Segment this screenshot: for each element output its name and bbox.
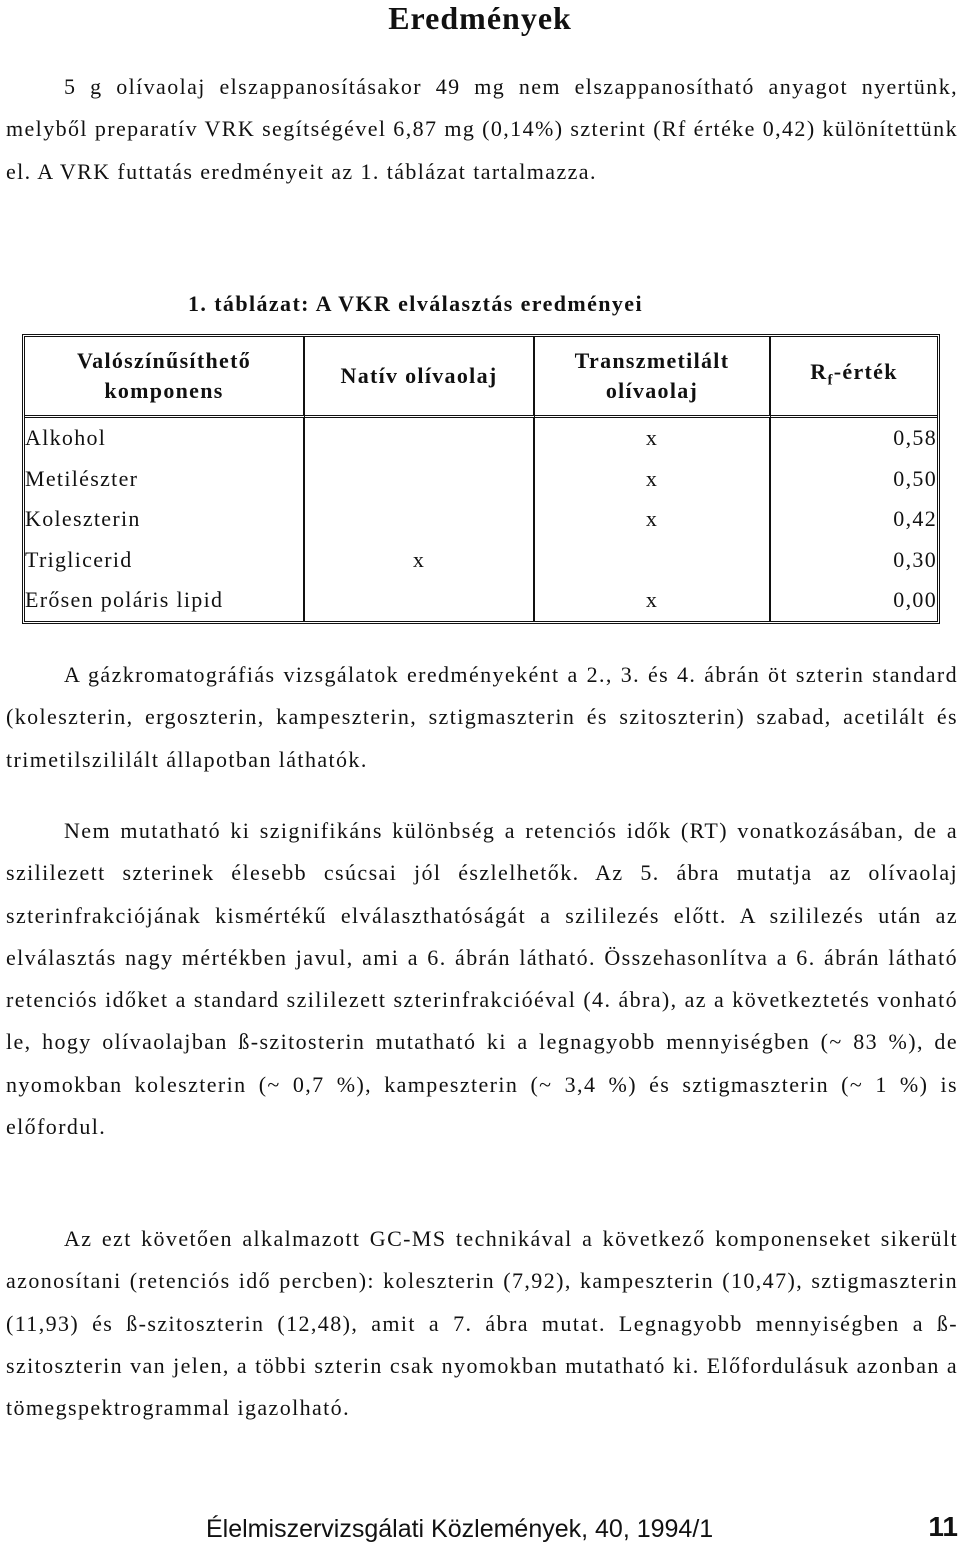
transmethylated-cell <box>535 540 771 581</box>
rf-cell: 0,30 <box>893 546 937 572</box>
native-cell <box>305 580 535 621</box>
header-native: Natív olívaolaj <box>305 337 535 418</box>
native-cell <box>305 499 535 540</box>
paragraph-4: Az ezt követően alkalmazott GC-MS technikával a következő komponenseket sikerült azonosítani (retenciós idő percben): koleszterin (7,92), kampeszterin (10,47), sztigmaszterin (11,93) és ß-szitoszterin (12,48), amit a 7. ábra mutat. Legnagyobb mennyiségben a ß-szitoszterin van jelen, a többi szterin csak nyomokban mutatható ki. Előfordulásuk azonban a tömegspektrogrammal igazolható. <box>6 1226 958 1421</box>
journal-footer: Élelmiszervizsgálati Közlemények, 40, 1994/1 <box>206 1515 714 1543</box>
paragraph-3: Nem mutatható ki szignifikáns különbség a retenciós idők (RT) vonatkozásában, de a szililezett szterinek élesebb csúcsai jól észlelhetők. Az 5. ábra mutatja az olívaolaj szterinfrakciójának kismértékű elválaszthatóságát a szililezés előtt. A szililezés után az elválasztás nagy mértékben javul, ami a 6. ábrán látható. Összehasonlítva a 6. ábrán látható retenciós időket a standard szililezett szterinfrakcióéval (4. ábra), az a következtetés vonható le, hogy olívaolajban ß-szitosterin mutatható ki a legnagyobb mennyiségben (~ 83 %), de nyomokban koleszterin (~ 0,7 %), kampeszterin (~ 3,4 %) és sztigmaszterin (~ 1 %) is előfordul. <box>6 818 958 1140</box>
transmethylated-cell: x <box>535 499 771 540</box>
header-transmethylated: Transzmetilált olívaolaj <box>535 337 771 418</box>
rf-cell: 0,00 <box>893 587 937 613</box>
results-table <box>22 334 940 624</box>
table-row <box>25 459 937 500</box>
table-row <box>25 540 937 581</box>
header-component: Valószínűsíthető komponens <box>25 337 305 418</box>
component-cell: Erősen poláris lipid <box>25 580 305 621</box>
page-number: 11 <box>928 1511 958 1542</box>
rf-cell: 0,42 <box>893 506 937 532</box>
table-row <box>25 499 937 540</box>
paragraph-2: A gázkromatográfiás vizsgálatok eredményeként a 2., 3. és 4. ábrán öt szterin standard (koleszterin, ergoszterin, kampeszterin, sztigmaszterin és szitoszterin) szabad, acetilált és trimetilszililált állapotban láthatók. <box>6 662 958 772</box>
component-cell: Triglicerid <box>25 540 305 581</box>
native-cell <box>305 418 535 459</box>
component-cell: Koleszterin <box>25 499 305 540</box>
table-row <box>25 580 937 621</box>
table-header-row <box>25 337 937 418</box>
transmethylated-cell: x <box>535 418 771 459</box>
native-cell <box>305 459 535 500</box>
native-cell: x <box>305 540 535 581</box>
rf-cell: 0,50 <box>893 465 937 491</box>
transmethylated-cell: x <box>535 459 771 500</box>
page-title: Eredmények <box>388 0 572 36</box>
header-rf: $R_f$-érték <box>771 337 937 418</box>
table-caption: 1. táblázat: A VKR elválasztás eredményei <box>188 291 643 316</box>
rf-cell: 0,58 <box>893 425 937 451</box>
paragraph-1: 5 g olívaolaj elszappanosításakor 49 mg nem elszappanosítható anyagot nyertünk, melyből preparatív VRK segítségével 6,87 mg (0,14%) szterint (Rf értéke 0,42) különítettünk el. A VRK futtatás eredményeit az 1. táblázat tartalmazza. <box>6 74 958 184</box>
component-cell: Metilészter <box>25 459 305 500</box>
table-row <box>25 418 937 459</box>
component-cell: Alkohol <box>25 418 305 459</box>
transmethylated-cell: x <box>535 580 771 621</box>
